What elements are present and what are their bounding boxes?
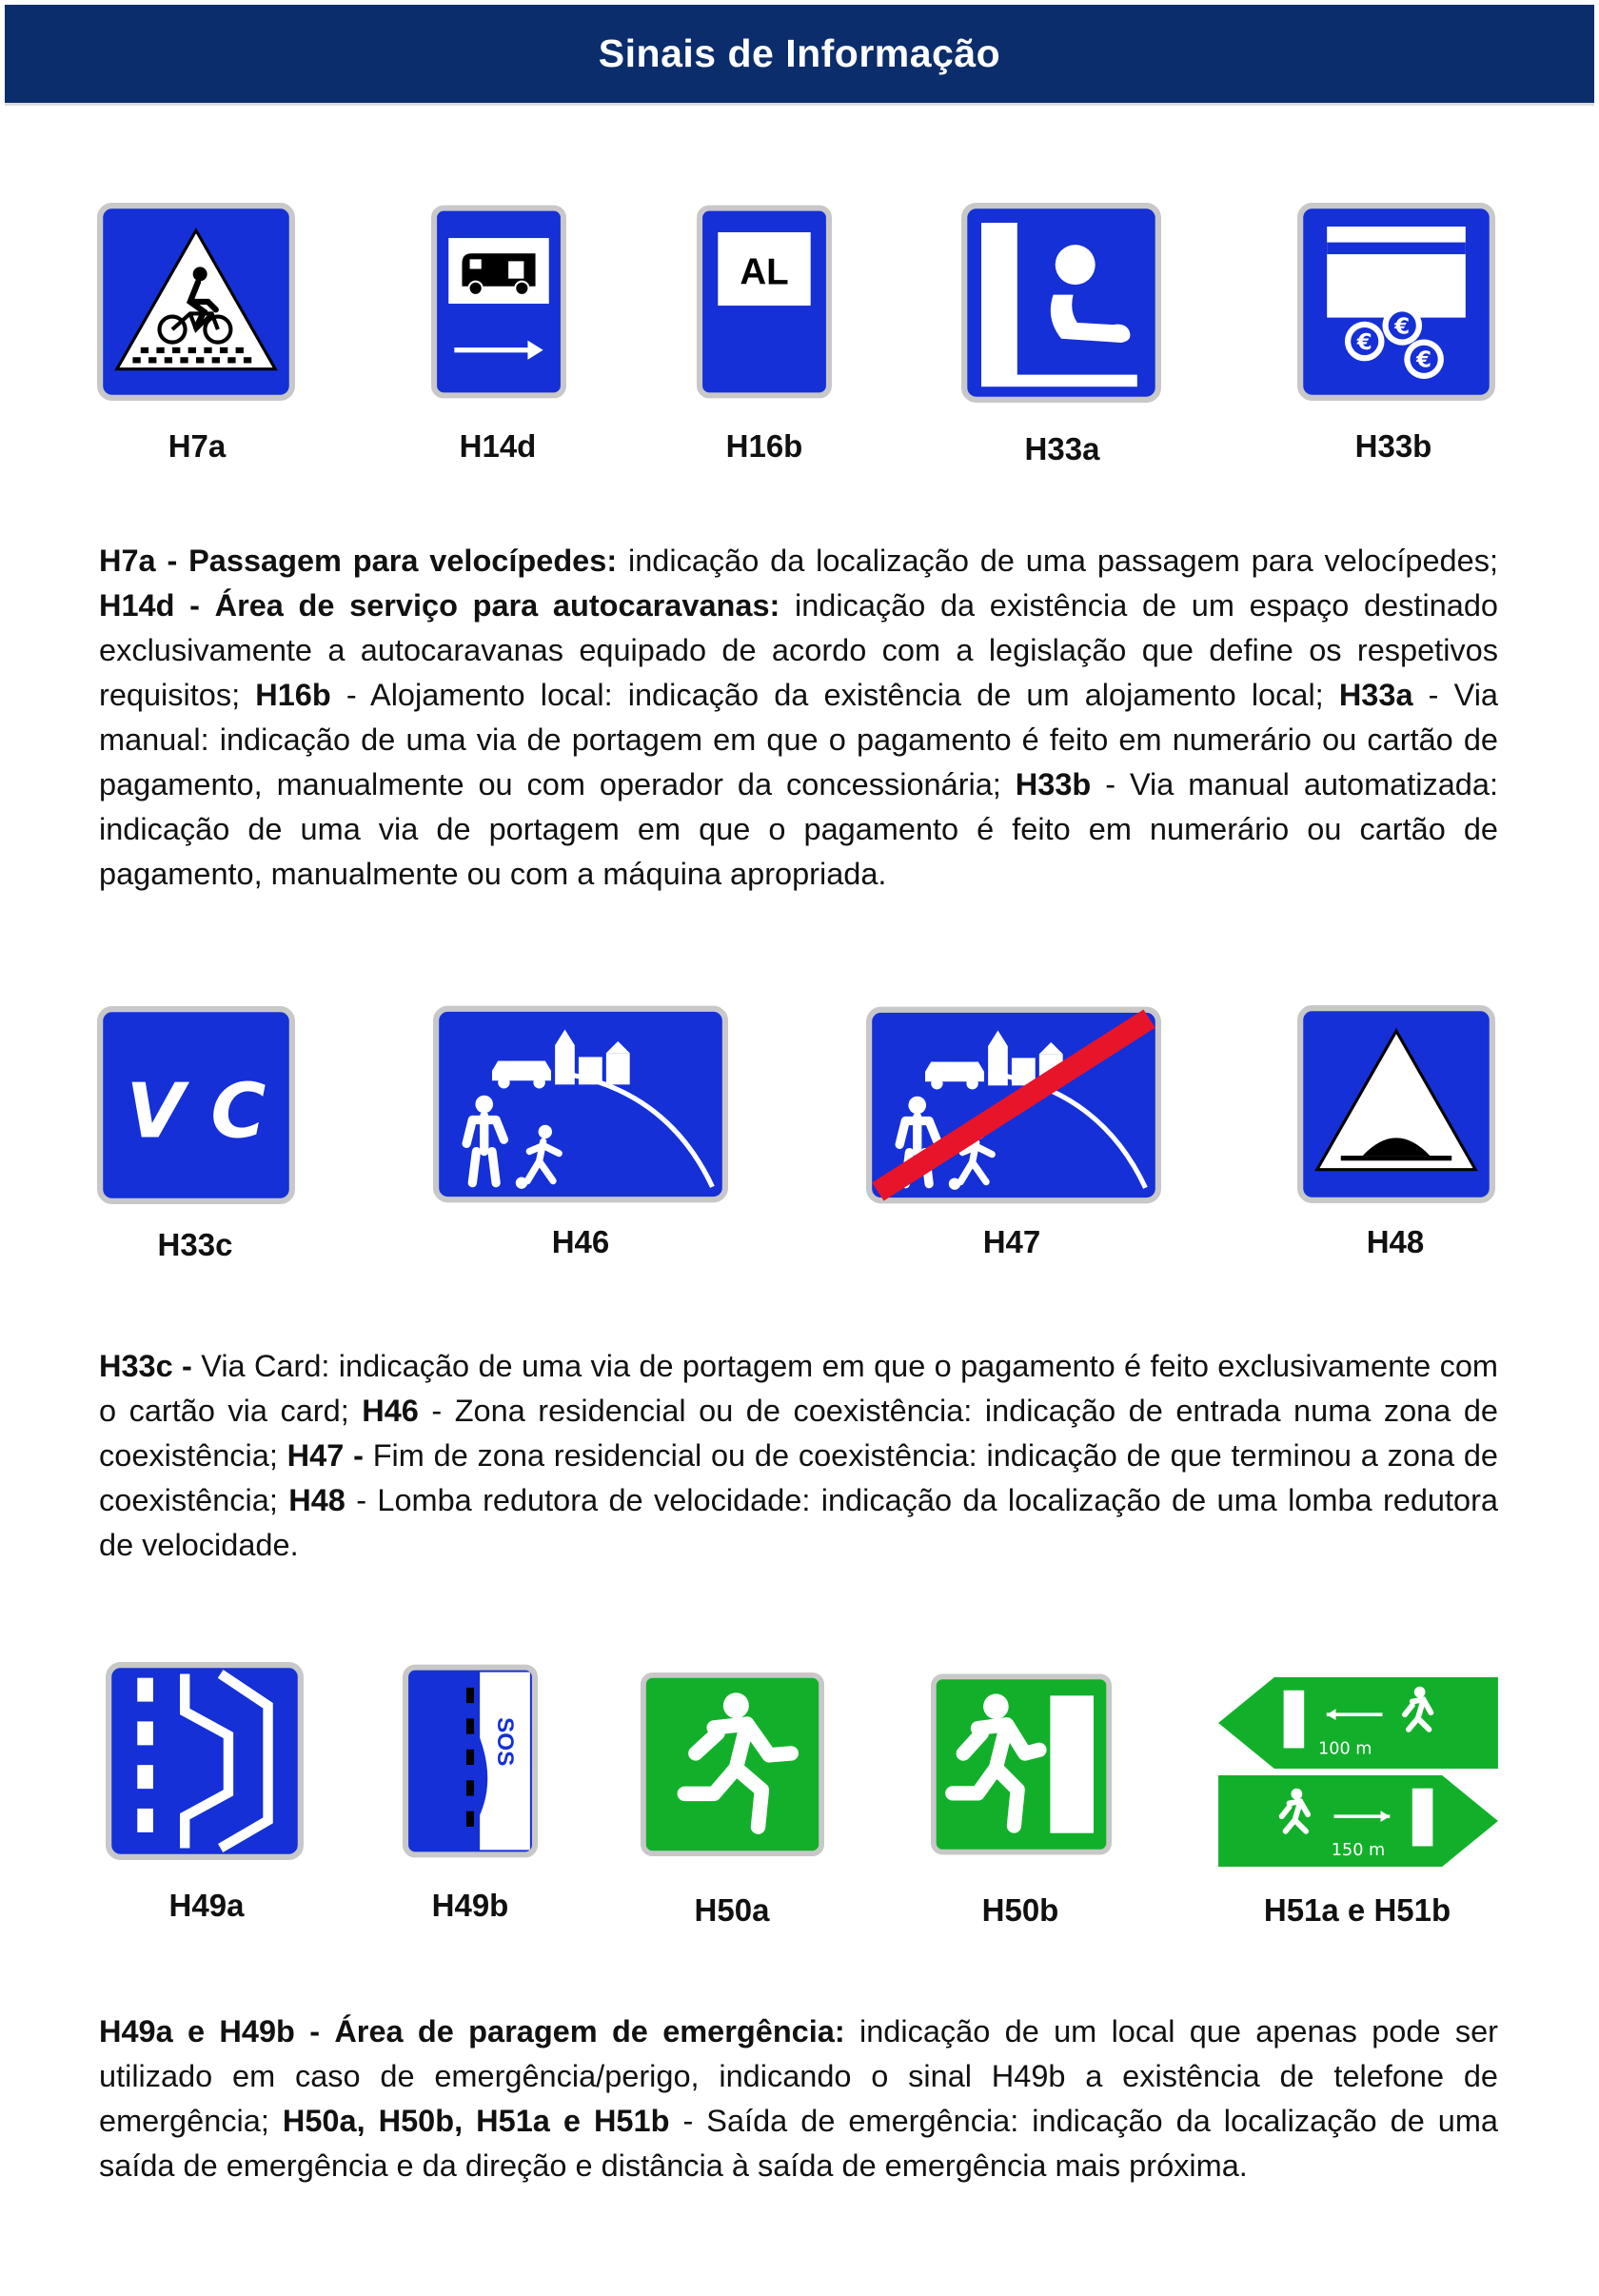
description-row1 [99, 539, 1498, 897]
description-row3 [99, 2009, 1498, 2188]
description-term: H33a [1338, 678, 1413, 712]
description-text: - Alojamento local: indicação da existência de um alojamento local; [330, 678, 1339, 712]
description-term: H46 [362, 1394, 419, 1428]
description-text: - Saída de emergência: indicação da localização de uma saída de emergência e da direção e distância à saída de emergência mais próxima. [99, 2104, 1499, 2183]
sign-h49b [403, 1662, 538, 1860]
description-term: H7a - Passagem para velocípedes: [99, 544, 618, 578]
description-term: H50a, H50b, H51a e H51b [282, 2104, 670, 2138]
sign-h7a [97, 203, 295, 401]
code-h48: H48 [1366, 1224, 1425, 1259]
sign-text-sos: SOS [492, 1717, 519, 1767]
description-text: - Lomba redutora de velocidade: indicação da localização de uma lomba redutora de velocidade. [99, 1483, 1498, 1562]
description-text: indicação da existência de um espaço destinado exclusivamente a autocaravanas equipado de acordo com a legislação que define os respetivos requisitos; [99, 588, 1498, 712]
code-h47: H47 [982, 1224, 1041, 1259]
description-text: indicação de um local que apenas pode ser utilizado em caso de emergência/perigo, indicando o sinal H49b a existência de telefone de emergência; [99, 2014, 1498, 2138]
description-text: - Via manual: indicação de uma via de portagem em que o pagamento é feito em numerário ou cartão de pagamento, manualmente ou com operador da concessionária; [99, 678, 1498, 802]
sign-h33c [97, 1005, 295, 1205]
sign-h51a [1218, 1677, 1498, 1769]
sign-h16b [697, 203, 832, 401]
description-text: - Via manual automatizada: indicação de uma via de portagem em que o pagamento é feito em numerário ou cartão de pagamento, manualmente ou com a máquina apropriada. [99, 767, 1498, 891]
sign-h33a [961, 203, 1161, 403]
code-h49b: H49b [431, 1888, 509, 1923]
code-h16b: H16b [725, 428, 803, 464]
code-h51a-h51b: H51a e H51b [1263, 1892, 1451, 1928]
code-h14d: H14d [459, 428, 537, 464]
sign-h48 [1296, 1005, 1496, 1203]
sign-h46 [433, 1005, 728, 1203]
sign-h49a [105, 1662, 305, 1860]
distance-100: 100 m [1318, 1739, 1372, 1759]
svg-text:€: € [1356, 329, 1372, 355]
sign-h47 [866, 1005, 1161, 1205]
code-h49a: H49a [168, 1888, 245, 1923]
sign-text-vc: V C [126, 1067, 266, 1156]
description-text: Fim de zona residencial ou de coexistência: indicação de que terminou a zona de coexistência; [99, 1438, 1498, 1517]
code-h50b: H50b [981, 1892, 1059, 1928]
description-term: H33b [1015, 767, 1092, 802]
sign-text-al: AL [740, 251, 789, 293]
description-term: H33c - [99, 1349, 192, 1383]
sign-h51b [1218, 1775, 1498, 1867]
description-text: Via Card: indicação de uma via de portagem em que o pagamento é feito exclusivamente com o cartão via card; [99, 1349, 1498, 1428]
code-h7a: H7a [168, 428, 227, 464]
page-title: Sinais de Informação [598, 31, 1001, 75]
distance-150: 150 m [1331, 1841, 1386, 1861]
description-term: H49a e H49b - Área de paragem de emergência: [99, 2014, 845, 2049]
description-term: H48 [288, 1483, 345, 1517]
sign-h33b [1296, 203, 1496, 401]
code-h33c: H33c [157, 1227, 233, 1262]
sign-h50a [641, 1673, 824, 1856]
description-text: indicação da localização de uma passagem para velocípedes; [617, 544, 1498, 578]
description-text: - Zona residencial ou de coexistência: indicação de entrada numa zona de coexistência; [99, 1394, 1498, 1473]
sign-h14d [431, 203, 566, 401]
description-row2 [99, 1344, 1498, 1568]
description-term: H47 - [286, 1438, 364, 1473]
code-h46: H46 [551, 1224, 610, 1259]
code-h33a: H33a [1024, 431, 1100, 466]
description-term: H14d - Área de serviço para autocaravanas: [99, 588, 780, 623]
description-term: H16b [255, 678, 331, 712]
code-h50a: H50a [694, 1892, 770, 1928]
code-h33b: H33b [1354, 428, 1432, 464]
svg-text:€: € [1416, 347, 1432, 373]
page-header [5, 5, 1594, 106]
sign-h50b [931, 1673, 1112, 1856]
svg-text:€: € [1394, 314, 1411, 340]
